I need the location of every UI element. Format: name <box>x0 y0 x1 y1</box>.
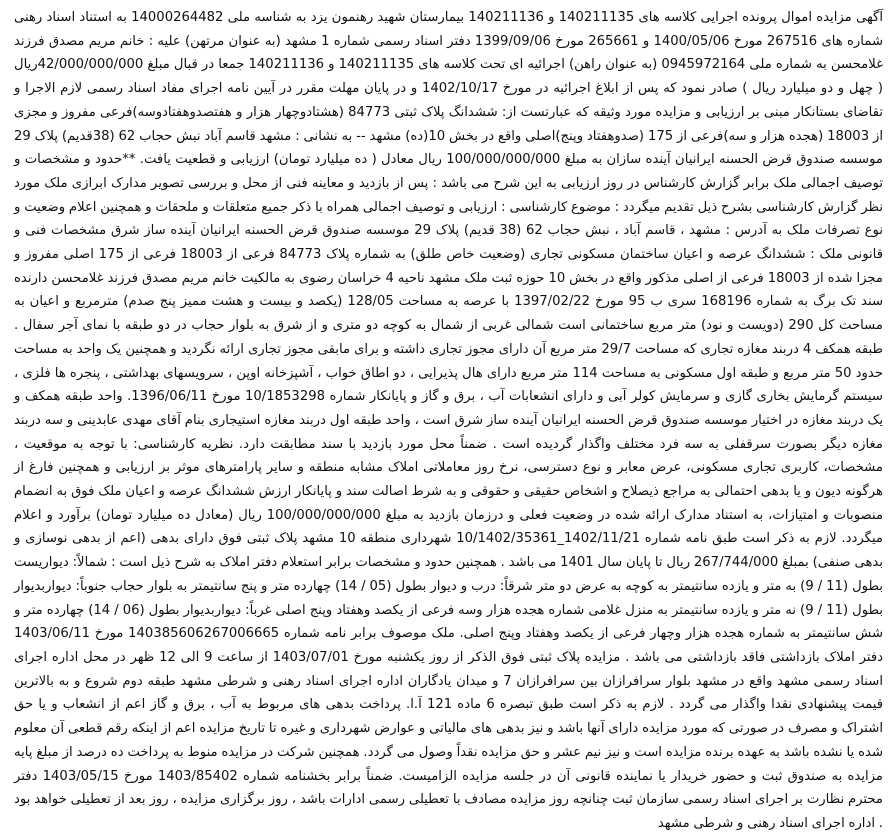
notice-body: آگهی مزایده اموال پرونده اجرایی کلاسه های 140211135 و 140211136 بیمارستان شهید رهنمون یزد به شناسه ملی 14000264482 به استناد اسناد رهنی شماره های 267516 مورخ 1400/05/06 و 265661 مورخ 1399/09/06 دفتر اسناد رسمی شماره 1 مشهد (به عنوان مرتهن) علیه : خانم مریم مصدق فرزند غلامحسن به شماره ملی 0945972164 (به عنوان راهن) اجرائیه ای تحت کلاسه های 140211135 و 140211136 جمعا در قبال مبلغ 42/000/000/000ریال ( چهل و دو میلیارد ریال ) صادر نمود که پس از ابلاغ اجرائیه در مورخ 1402/10/17 و در پایان مهلت مقرر در آیین نامه اجرای مفاد اسناد رسمی لازم الاجرا و تقاضای بستانکار مبنی بر ارزیابی و مزایده مورد وثیقه که عبارتست از: ششدانگ پلاک ثبتی 84773 (هشتادوچهار هزار و هفتصدوهفتادوسه)فرعی مفروز و مجزی از 18003 (هجده هزار و سه)فرعی از 175 (صدوهفتاد وپنج)اصلی واقع در بخش 10(ده) مشهد -- به نشانی : مشهد قاسم آباد نبش حجاب 62 (38قدیم) پلاک 29 موسسه صندوق قرض الحسنه ایرانیان آینده سازان به مبلغ 100/000/000/000 ریال معادل ( ده میلیارد تومان) ارزیابی و قطعیت یافت. **حدود و مشخصات و توصیف اجمالی ملک برابر گزارش کارشناس در روز ارزیابی به این شرح می باشد : پس از بازدید و معاینه فنی از محل و بررسی تصویر مدارک ابرازی ملک مورد نظر گزارش کارشناسی بشرح ذیل تقدیم میگردد : موضوع کارشناسی : ارزیابی و توصیف اجمالی همراه با ذکر جمیع متعلقات و ملحقات و همچنین اعلام وضعیت و نوع تصرفات ملک به آدرس : مشهد ، قاسم آباد ، نبش حجاب 62 (38 قدیم) پلاک 29 موسسه صندوق قرض الحسنه ایرانیان آینده ساز شرق مشخصات فنی و قانونی ملک : ششدانگ عرصه و اعیان ساختمان مسکونی تجاری (وضعیت خاص طلق) به شماره پلاک 84773 فرعی از 18003 فرعی از 175 اصلی مفروز و مجزا شده از 18003 فرعی از اصلی مذکور واقع در بخش 10 حوزه ثبت ملک مشهد ناحیه 4 خراسان رضوی به مالکیت خانم مریم مصدق فرزند غلامحسن دارنده سند تک برگ به شماره 168196 سری ب 95 مورخ 1397/02/22 با عرصه به مساحت 128/05 (یکصد و بیست و هشت ممیز پنج صدم) مترمربع و اعیان به مساحت کل 290 (دویست و نود) متر مربع ساختمانی است شمالی غربی از شمال به کوچه دو متری و از شرق به بلوار حجاب در دو طبقه با نمای آجر سفال . طبقه همکف 4 دربند مغازه تجاری که مساحت 29/7 متر مربع آن دارای مجوز تجاری داشته و برای مابقی مجوز تجاری ارائه نگردید و همچنین یک واحد به مساحت حدود 50 متر مربع و طبقه اول مسکونی به مساحت 114 متر مربع دارای هال پذیرایی ، دو اطاق خواب ، آشپزخانه اوپن ، سرویسهای بهداشتی ، پنجره ها فلزی ، سیستم گرمایش بخاری گازی و سرمایش کولر آبی و دارای انشعابات آب ، برق و گاز و پایانکار شماره 10/1853298 مورخ 1396/06/11. واحد طبقه همکف و یک دربند مغازه در اختیار موسسه صندوق قرض الحسنه ایرانیان آینده ساز شرق است ، واحد طبقه اول دربند مغازه استیجاری بنام آقای مهدی عابدینی و سه دربند مغازه دیگر بصورت سرقفلی به سه فرد مختلف واگذار گردیده است . ضمناً محل مورد بازدید با سند مطابقت دارد. نظریه کارشناسی: با توجه به موقعیت ، مشخصات، کاربری تجاری مسکونی، عرض معابر و نوع دسترسی، نرخ روز معاملاتی املاک مشابه منطقه و سایر پارامترهای موثر بر ارزیابی و همچنین فارغ از هرگونه دیون و یا بدهی احتمالی به مراجع ذیصلاح و اشخاص حقیقی و حقوقی و به شرط اصالت سند و پایانکار ارزش ششدانگ عرصه و اعیان ملک فوق به انضمام منصوبات و امتیازات، به استناد مدارک ارائه شده در وضعیت فعلی و درزمان بازدید به مبلغ 100/000/000/000 ریال (معادل ده میلیارد تومان) برآورد و اعلام میگردد. لازم به ذکر است طبق نامه شماره 1402/11/21_10/1402/35361 شهرداری منطقه 10 مشهد پلاک ثبتی فوق دارای بدهی (اعم از بدهی نوسازی و بدهی صنفی) بمبلغ 267/744/000 ریال تا پایان سال 1401 می باشد . همچنین حدود و مشخصات برابر استعلام دفتر املاک به شرح ذیل است : شمالاً: دیواریست بطول (11 / 9) به متر و یازده سانتیمتر به کوچه به عرض دو متر شرقاً: درب و دیوار بطول (05 / 14) چهارده متر و پنج سانتیمتر به بلوار حجاب جنوباً: دیواربدیوار بطول (11 / 9) نه متر و یازده سانتیمتر به منزل غلامی شماره هجده هزار وسه فرعی از یکصد وهفتاد وپنج اصلی غرباً: دیواربدیوار بطول (06 / 14) چهارده متر و شش سانتیمتر به شماره هجده هزار وچهار فرعی از یکصد وهفتاد وپنج اصلی. ملک موصوف برابر نامه شماره 140385606267006665 مورخ 1403/06/11 دفتر املاک بازداشتی فاقد بازداشتی می باشد . مزایده پلاک ثبتی فوق الذکر از روز یکشنبه مورخ 1403/07/01 از ساعت 9 الی 12 ظهر در محل اداره اجرای اسناد رسمی مشهد واقع در مشهد بلوار سرافرازان بین سرافرازان 7 و میدان یادگاران اداره اجرای اسناد رهنی و شرطی مشهد طبقه دوم شروع و به بالاترین قیمت پیشنهادی نقدا واگذار می گردد . لازم به ذکر است طبق تبصره 6 ماده 121 آ.ا. پرداخت بدهی های مربوط به آب ، برق و گاز اعم از انشعاب و یا حق اشتراک و مصرف در صورتی که مورد مزایده دارای آنها باشد و نیز بدهی های مالیاتی و عوارض شهرداری و غیره تا تاریخ مزایده اعم از اینکه رقم قطعی آن معلوم شده یا نشده باشد به عهده برنده مزایده است و نیز نیم عشر و حق مزایده نقداً وصول می گردد. همچنین شرکت در مزایده منوط به پرداخت ده درصد از مبلغ پایه مزایده به صندوق ثبت و حضور خریدار یا نماینده قانونی آن در جلسه مزایده الزامیست. ضمناً برابر بخشنامه شماره 1403/85402 مورخ 1403/05/15 دفتر محترم نظارت بر اجرای اسناد رسمی سازمان ثبت چنانچه روز مزایده مصادف با تعطیلی رسمی ادارات باشد ، روز برگزاری مزایده ، روز بعد از تعطیلی خواهد بود . اداره اجرای اسناد رهنی و شرطی مشهد <box>14 10 884 831</box>
